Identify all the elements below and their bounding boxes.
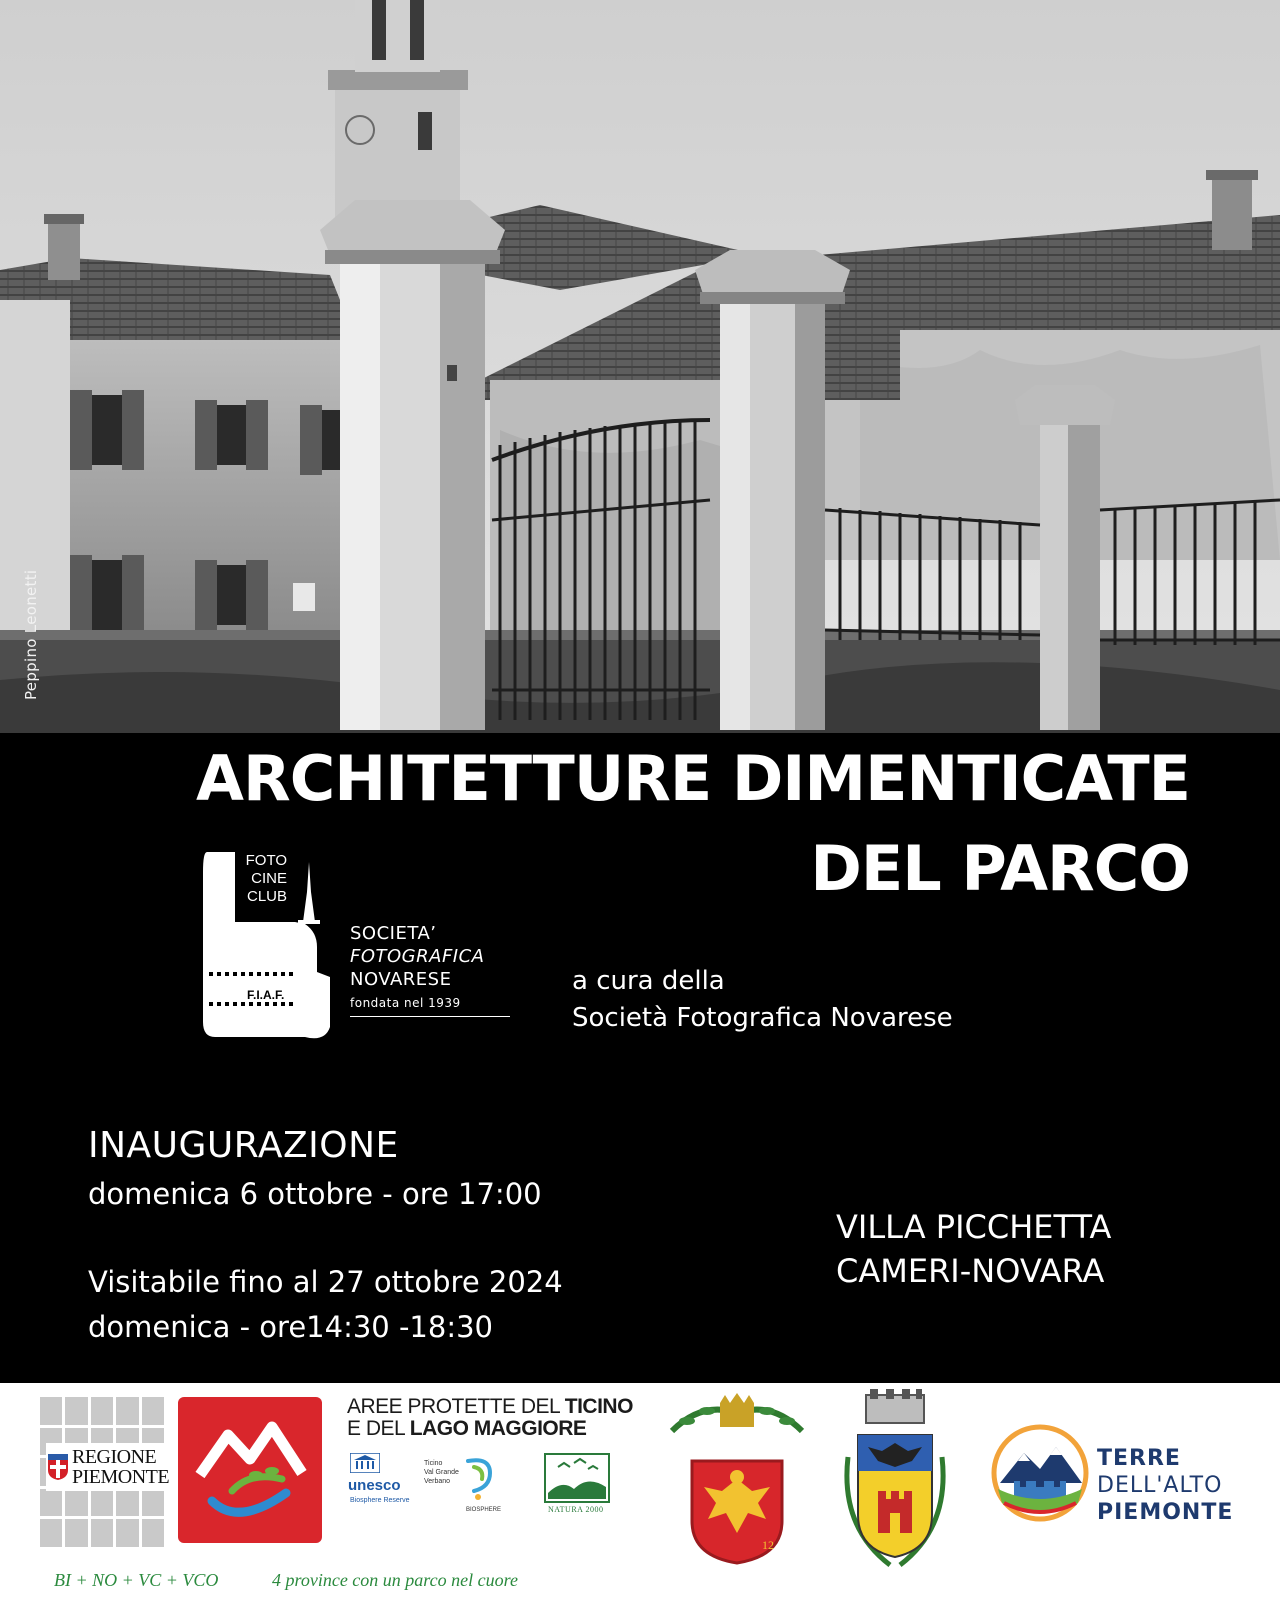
regione-piemonte-logo [46, 1443, 176, 1491]
curated-by [572, 963, 953, 1037]
regione-line2: PIEMONTE [72, 1466, 170, 1488]
motto-text: 4 province con un parco nel cuore [272, 1570, 518, 1590]
regione-line1: REGIONE [72, 1446, 157, 1468]
logo-bfi: BFI-EFI [243, 1026, 285, 1040]
logo-org-line3: NOVARESE [350, 969, 452, 990]
natura-2000-icon [544, 1453, 610, 1503]
logo-cine: CINE [251, 870, 287, 887]
venue-location: CAMERI-NOVARA [836, 1252, 1105, 1290]
unesco-logo [350, 1453, 430, 1513]
logo-org-line1: SOCIETA’ [350, 923, 437, 944]
ticino-line3: Verbano [424, 1478, 451, 1485]
tower-shield-icon [830, 1387, 960, 1572]
venue-name: VILLA PICCHETTA [836, 1208, 1112, 1246]
logo-org-name [350, 922, 510, 1017]
ticino-line1: Ticino [424, 1460, 443, 1467]
unesco-text: unesco [348, 1477, 401, 1494]
mountain-circle-icon [990, 1423, 1090, 1523]
inauguration-date: domenica 6 ottobre - ore 17:00 [88, 1177, 542, 1211]
parco-ticino-logo [178, 1397, 322, 1548]
terre-alto-piemonte-logo [990, 1423, 1090, 1528]
natura-2000-logo [544, 1453, 614, 1515]
terre-line3: PIEMONTE [1097, 1500, 1234, 1525]
aree-line2-b: LAGO MAGGIORE [409, 1417, 587, 1440]
logo-org-line2: FOTOGRAFICA [350, 946, 485, 967]
villa-gate-illustration [0, 0, 1280, 733]
curated-line1: a cura della [572, 966, 725, 996]
biosphere-swirl-icon [460, 1453, 500, 1503]
eagle-shield-icon [662, 1391, 812, 1566]
exhibition-title-line1: ARCHITETTURE DIMENTICATE [195, 742, 1190, 815]
unesco-temple-icon [350, 1453, 380, 1473]
novara-coat-of-arms [662, 1391, 812, 1571]
exhibition-title-line2: DEL PARCO [810, 832, 1190, 905]
logo-fiaf: F.I.A.F. [247, 988, 285, 1002]
sponsor-band [0, 1383, 1280, 1600]
sfn-logo [195, 852, 535, 1052]
aree-line1-b: TICINO [564, 1395, 633, 1418]
aree-line2-a: E DEL [347, 1417, 410, 1440]
terre-line2: DELL'ALTO [1097, 1473, 1223, 1498]
photo-credit: Peppino Leonetti [22, 569, 40, 700]
provinces-text: BI + NO + VC + VCO [54, 1570, 219, 1590]
cameri-coat-of-arms [830, 1387, 960, 1577]
biosphere-text: BIOSPHERE [466, 1507, 502, 1513]
natura-text: NATURA 2000 [548, 1505, 604, 1514]
aree-protette-title [347, 1396, 633, 1440]
hero-photo [0, 0, 1280, 733]
inauguration-heading: INAUGURAZIONE [88, 1125, 399, 1166]
logo-founded: fondata nel 1939 [350, 994, 510, 1017]
parco-mountain-icon [178, 1397, 322, 1543]
piemonte-shield-icon [48, 1454, 68, 1480]
logo-club: CLUB [246, 888, 287, 905]
logo-foto: FOTO [245, 852, 287, 869]
terre-alto-piemonte-text [1097, 1445, 1233, 1526]
coat-number: 12 [762, 1538, 774, 1552]
ticino-line2: Val Grande [424, 1469, 459, 1476]
visit-hours: domenica - ore14:30 -18:30 [88, 1310, 493, 1344]
aree-line1-a: AREE PROTETTE DEL [347, 1395, 565, 1418]
curated-line2: Società Fotografica Novarese [572, 1003, 953, 1033]
ticino-biosphere-logo [424, 1453, 514, 1523]
visit-until: Visitabile fino al 27 ottobre 2024 [88, 1265, 563, 1299]
unesco-sub: Biosphere Reserve [350, 1497, 410, 1504]
terre-line1: TERRE [1097, 1446, 1181, 1471]
